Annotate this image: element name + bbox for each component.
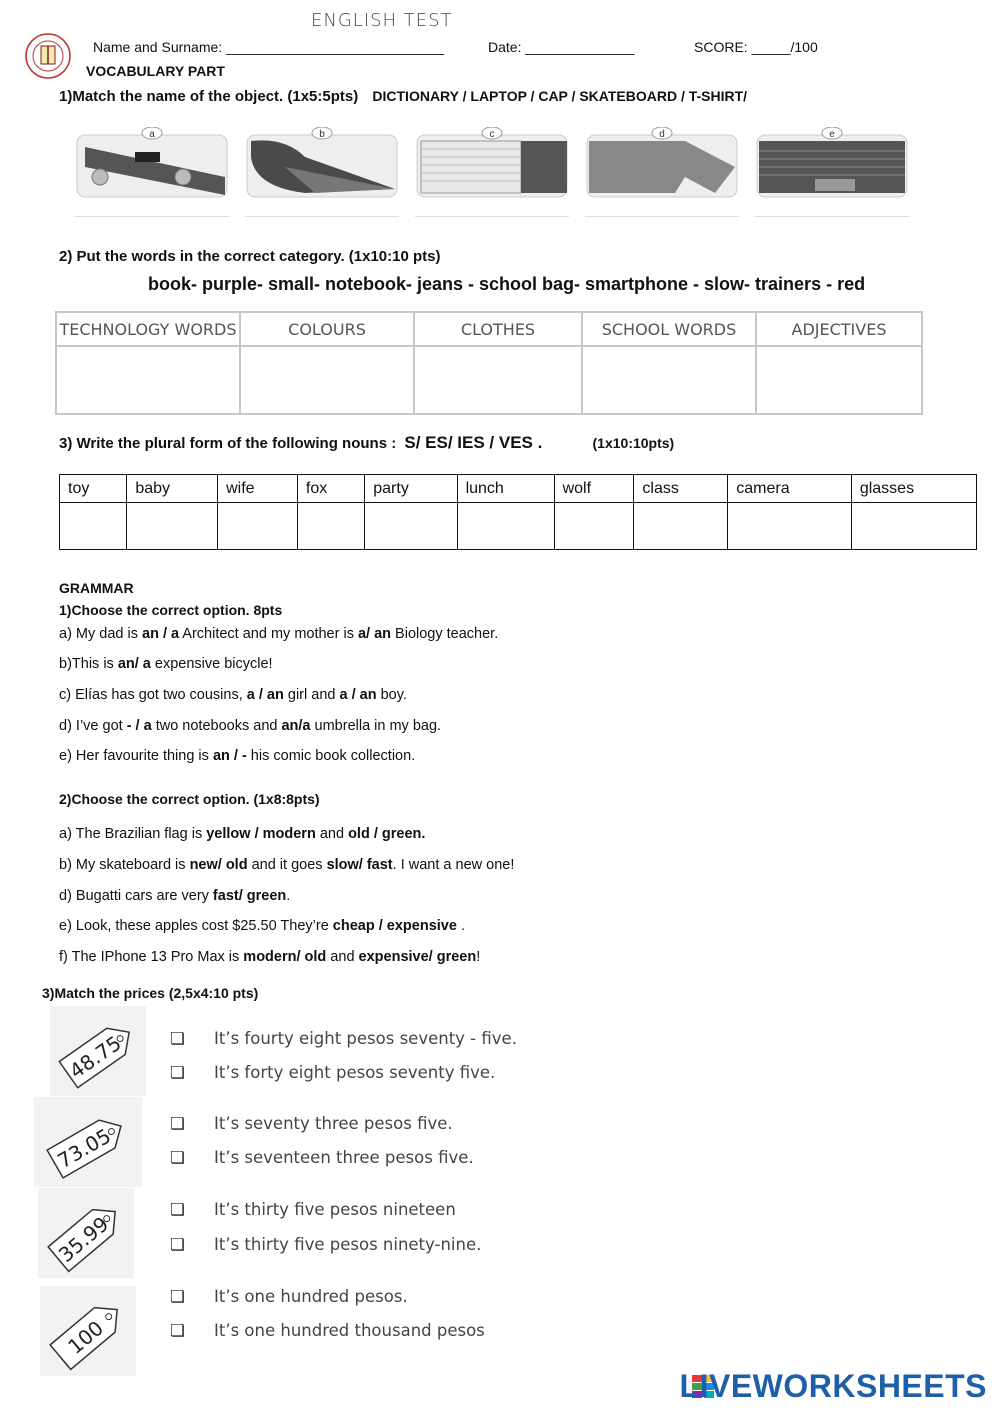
answer-line-b[interactable] <box>245 216 399 217</box>
price-option[interactable]: ❏ It’s seventeen three pesos five. <box>170 1148 474 1167</box>
noun-glasses: glasses <box>851 475 976 503</box>
grammar-heading: GRAMMAR <box>59 580 134 596</box>
price-option[interactable]: ❏ It’s forty eight pesos seventy five. <box>170 1063 496 1082</box>
q3-endings: S/ ES/ IES / VES . <box>404 433 543 452</box>
plural-answer-cell[interactable] <box>554 503 634 550</box>
checkbox-icon[interactable]: ❏ <box>170 1321 185 1340</box>
price-option[interactable]: ❏ It’s fourty eight pesos seventy - five. <box>170 1029 517 1048</box>
option-choice[interactable]: a/ an <box>357 626 392 642</box>
picture-e <box>755 127 909 199</box>
picture-letter-c: c <box>489 129 495 140</box>
picture-letter-b: b <box>319 129 325 140</box>
checkbox-icon[interactable]: ❏ <box>170 1114 185 1133</box>
answer-cell-colours[interactable] <box>240 346 414 414</box>
g1-item-d: d) I’ve got - / a two notebooks and an/a umbrella in my bag. <box>59 718 442 734</box>
q1-word-bank: DICTIONARY / LAPTOP / CAP / SKATEBOARD / T-SHIRT/ <box>372 88 748 104</box>
q3-points: (1x10:10pts) <box>592 435 675 451</box>
picture-letter-d: d <box>659 129 665 140</box>
option-choice[interactable]: new/ old <box>189 857 248 873</box>
g1-title: 1)Choose the correct option. 8pts <box>59 602 283 618</box>
checkbox-icon[interactable]: ❏ <box>170 1235 185 1254</box>
category-colours: COLOURS <box>240 312 414 346</box>
date-field-label: Date: ______________ <box>488 39 635 55</box>
test-title: ENGLISH TEST <box>311 10 453 31</box>
answer-line-c[interactable] <box>415 216 569 217</box>
noun-fox: fox <box>297 475 364 503</box>
picture-c <box>415 127 569 199</box>
noun-toy: toy <box>60 475 127 503</box>
name-field-label: Name and Surname: ____________________________ <box>93 39 445 55</box>
q3-title <box>59 433 674 453</box>
noun-lunch: lunch <box>457 475 554 503</box>
category-adjectives: ADJECTIVES <box>756 312 922 346</box>
school-logo <box>24 32 72 80</box>
option-choice[interactable]: an/a <box>281 718 311 734</box>
price-option[interactable]: ❏ It’s one hundred thousand pesos <box>170 1321 485 1340</box>
price-option[interactable]: ❏ It’s thirty five pesos ninety-nine. <box>170 1235 482 1254</box>
price-tag-text: 73.05 <box>53 1123 115 1174</box>
option-choice[interactable]: yellow / modern <box>206 826 316 842</box>
noun-camera: camera <box>728 475 852 503</box>
g2-item-b: b) My skateboard is new/ old and it goes slow/ fast. I want a new one! <box>59 857 515 873</box>
checkbox-icon[interactable]: ❏ <box>170 1287 185 1306</box>
answer-line-a[interactable] <box>75 216 229 217</box>
price-option[interactable]: ❏ It’s one hundred pesos. <box>170 1287 408 1306</box>
option-choice[interactable]: a / an <box>339 687 377 703</box>
price-tag-text: 100 <box>63 1315 108 1359</box>
checkbox-icon[interactable]: ❏ <box>170 1063 185 1082</box>
vocabulary-heading: VOCABULARY PART <box>86 63 225 79</box>
noun-party: party <box>365 475 457 503</box>
answer-cell-school-words[interactable] <box>582 346 756 414</box>
price-tag-4 <box>40 1286 136 1376</box>
noun-wife: wife <box>218 475 298 503</box>
option-choice[interactable]: fast/ green <box>212 888 287 904</box>
plural-answer-cell[interactable] <box>457 503 554 550</box>
picture-d <box>585 127 739 199</box>
price-tag-text: 35.99 <box>53 1211 114 1267</box>
checkbox-icon[interactable]: ❏ <box>170 1200 185 1219</box>
category-table <box>55 311 923 415</box>
picture-letter-a: a <box>149 129 155 140</box>
price-tag-text: 48.75 <box>64 1030 126 1084</box>
g1-item-b: b)This is an/ a expensive bicycle! <box>59 656 273 672</box>
price-tag-3 <box>38 1188 134 1278</box>
picture-letter-e: e <box>829 129 835 140</box>
noun-wolf: wolf <box>554 475 634 503</box>
plural-answer-cell[interactable] <box>634 503 728 550</box>
option-choice[interactable]: expensive/ green <box>358 949 477 965</box>
noun-baby: baby <box>127 475 218 503</box>
plural-answer-cell[interactable] <box>851 503 976 550</box>
g2-title: 2)Choose the correct option. (1x8:8pts) <box>59 791 320 807</box>
plural-answer-cell[interactable] <box>728 503 852 550</box>
g1-item-e: e) Her favourite thing is an / - his comic book collection. <box>59 748 416 764</box>
option-choice[interactable]: - / a <box>126 718 152 734</box>
option-choice[interactable]: old / green. <box>348 826 426 842</box>
g2-item-f: f) The IPhone 13 Pro Max is modern/ old and expensive/ green! <box>59 949 481 965</box>
q3-title-text: 3) Write the plural form of the following nouns : <box>59 435 397 452</box>
answer-line-e[interactable] <box>755 216 909 217</box>
plural-answer-cell[interactable] <box>297 503 364 550</box>
g2-item-d: d) Bugatti cars are very fast/ green. <box>59 888 291 904</box>
score-field-label: SCORE: _____/100 <box>694 39 818 55</box>
answer-line-d[interactable] <box>585 216 739 217</box>
g2-item-a: a) The Brazilian flag is yellow / modern and old / green. <box>59 826 426 842</box>
option-choice[interactable]: cheap / expensive <box>332 918 457 934</box>
answer-cell-technology[interactable] <box>56 346 240 414</box>
plural-answer-cell[interactable] <box>127 503 218 550</box>
q1-title <box>59 88 747 105</box>
option-choice[interactable]: a / an <box>246 687 284 703</box>
option-choice[interactable]: slow/ fast <box>326 857 393 873</box>
price-tag-1 <box>50 1006 146 1096</box>
answer-cell-adjectives[interactable] <box>756 346 922 414</box>
liveworksheets-brand: LIVEWORKSHEETS <box>679 1368 987 1404</box>
plural-table <box>59 474 977 550</box>
answer-cell-clothes[interactable] <box>414 346 582 414</box>
option-choice[interactable]: an / a <box>142 626 180 642</box>
g1-item-a: a) My dad is an / a Architect and my mother is a/ an Biology teacher. <box>59 626 499 642</box>
picture-a <box>75 127 229 199</box>
q2-word-bank: book- purple- small- notebook- jeans - school bag- smartphone - slow- trainers - red <box>148 274 866 294</box>
price-option[interactable]: ❏ It’s thirty five pesos nineteen <box>170 1200 456 1219</box>
plural-answer-cell[interactable] <box>218 503 298 550</box>
option-choice[interactable]: modern/ old <box>243 949 327 965</box>
option-choice[interactable]: an / - <box>212 748 247 764</box>
g1-item-c: c) Elías has got two cousins, a / an girl and a / an boy. <box>59 687 407 703</box>
category-clothes: CLOTHES <box>414 312 582 346</box>
price-tag-2 <box>34 1097 142 1187</box>
noun-class: class <box>634 475 728 503</box>
category-school-words: SCHOOL WORDS <box>582 312 756 346</box>
price-option[interactable]: ❏ It’s seventy three pesos five. <box>170 1114 453 1133</box>
checkbox-icon[interactable]: ❏ <box>170 1029 185 1048</box>
plural-answer-cell[interactable] <box>365 503 457 550</box>
g3-title: 3)Match the prices (2,5x4:10 pts) <box>42 985 259 1001</box>
checkbox-icon[interactable]: ❏ <box>170 1148 185 1167</box>
q1-title-text: 1)Match the name of the object. (1x5:5pts) <box>59 88 359 105</box>
plural-answer-cell[interactable] <box>60 503 127 550</box>
option-choice[interactable]: an/ a <box>117 656 151 672</box>
category-technology: TECHNOLOGY WORDS <box>56 312 240 346</box>
g2-item-e: e) Look, these apples cost $25.50 They’re cheap / expensive . <box>59 918 465 934</box>
q2-title: 2) Put the words in the correct category. (1x10:10 pts) <box>59 248 441 265</box>
picture-b <box>245 127 399 199</box>
